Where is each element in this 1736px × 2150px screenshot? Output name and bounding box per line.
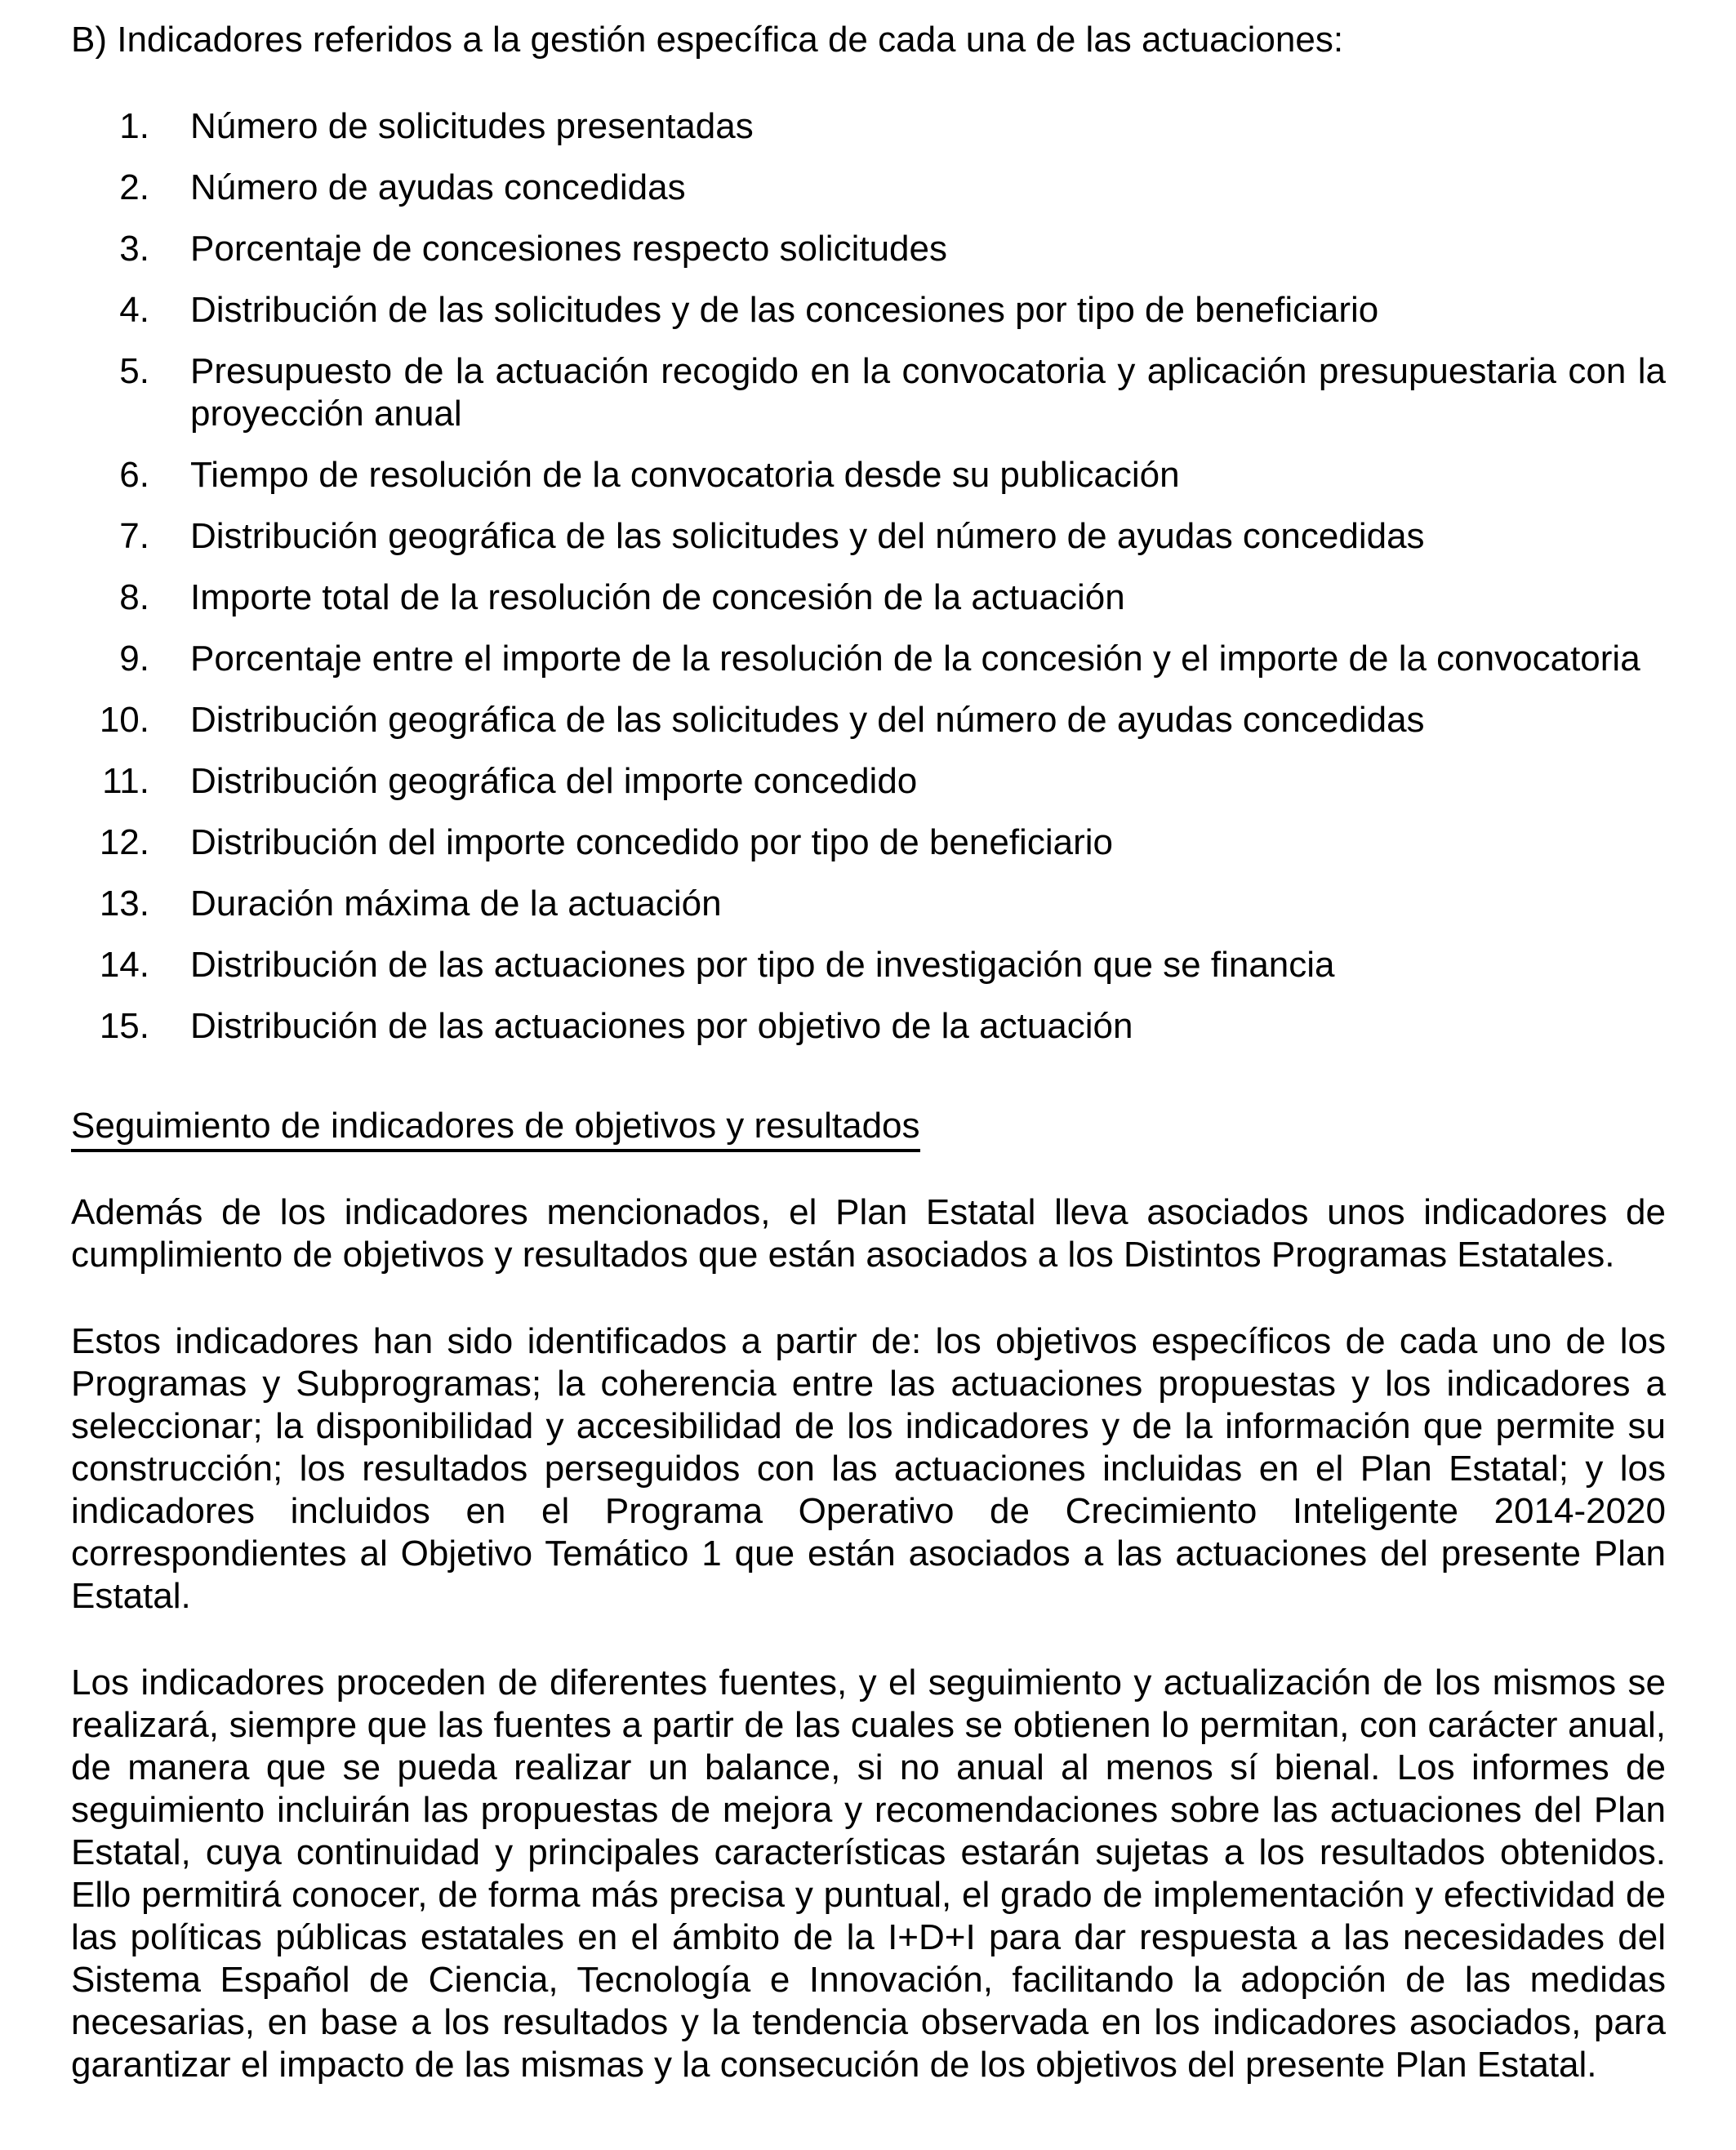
list-item-text: Distribución de las actuaciones por tipo de investigación que se financia <box>190 945 1335 985</box>
list-item-number: 11. <box>102 761 149 801</box>
subsection-heading-text: Seguimiento de indicadores de objetivos y resultados <box>71 1106 920 1152</box>
list-item-text: Tiempo de resolución de la convocatoria desde su publicación <box>190 455 1180 495</box>
list-item-text: Porcentaje entre el importe de la resolución de la concesión y el importe de la convocatoria <box>190 639 1640 679</box>
list-item-text: Distribución geográfica de las solicitudes y del número de ayudas concedidas <box>190 516 1425 556</box>
list-item-number: 2. <box>119 167 149 207</box>
paragraph-1: Además de los indicadores mencionados, el Plan Estatal lleva asociados unos indicadores de cumplimiento de objetivos y resultados que están asociados a los Distintos Programas Estatales. <box>71 1192 1666 1275</box>
list-item <box>71 576 1666 619</box>
paragraph-2: Estos indicadores han sido identificados a partir de: los objetivos específicos de cada uno de los Programas y Subprogramas; la coherencia entre las actuaciones propuestas y los indicadores a seleccionar; la disponibilidad y accesibilidad de los indicadores y de la información que permite su construcción; los resultados perseguidos con las actuaciones incluidas en el Plan Estatal; y los indicadores incluidos en el Programa Operativo de Crecimiento Inteligente 2014-2020 correspondientes al Objetivo Temático 1 que están asociados a las actuaciones del presente Plan Estatal. <box>71 1321 1666 1616</box>
list-item-number: 6. <box>119 455 149 495</box>
list-item <box>71 883 1666 925</box>
list-item-number: 14. <box>99 945 149 985</box>
list-item <box>71 515 1666 558</box>
paragraph-3: Los indicadores proceden de diferentes fuentes, y el seguimiento y actualización de los mismos se realizará, siempre que las fuentes a partir de las cuales se obtienen lo permitan, con carácter anual, de manera que se pueda realizar un balance, si no anual al menos sí bienal. Los informes de seguimiento incluirán las propuestas de mejora y recomendaciones sobre las actuaciones del Plan Estatal, cuya continuidad y principales características estarán sujetas a los resultados obtenidos. Ello permitirá conocer, de forma más precisa y puntual, el grado de implementación y efectividad de las políticas públicas estatales en el ámbito de la I+D+I para dar respuesta a las necesidades del Sistema Español de Ciencia, Tecnología e Innovación, facilitando la adopción de las medidas necesarias, en base a los resultados y la tendencia observada en los indicadores asociados, para garantizar el impacto de las mismas y la consecución de los objetivos del presente Plan Estatal. <box>71 1663 1666 2085</box>
list-item <box>71 1005 1666 1048</box>
list-item <box>71 350 1666 435</box>
list-item-text: Importe total de la resolución de concesión de la actuación <box>190 577 1125 617</box>
list-item <box>71 289 1666 332</box>
list-item-text: Distribución de las solicitudes y de las concesiones por tipo de beneficiario <box>190 290 1379 330</box>
indicator-list <box>71 105 1666 1048</box>
list-item-text: Distribución de las actuaciones por objetivo de la actuación <box>190 1006 1133 1046</box>
list-item-text: Distribución geográfica de las solicitudes y del número de ayudas concedidas <box>190 700 1425 740</box>
list-item <box>71 821 1666 864</box>
list-item-number: 1. <box>119 106 149 146</box>
list-item-number: 8. <box>119 577 149 617</box>
list-item-number: 7. <box>119 516 149 556</box>
list-item-number: 9. <box>119 639 149 679</box>
list-item-text: Presupuesto de la actuación recogido en la convocatoria y aplicación presupuestaria con la proyección anual <box>190 351 1666 434</box>
list-item-number: 15. <box>99 1006 149 1046</box>
list-item <box>71 699 1666 741</box>
list-item-number: 3. <box>119 229 149 269</box>
list-item-number: 13. <box>99 884 149 924</box>
list-item <box>71 228 1666 270</box>
list-item-text: Duración máxima de la actuación <box>190 884 722 924</box>
list-item-text: Distribución del importe concedido por tipo de beneficiario <box>190 822 1113 862</box>
subsection-heading <box>71 1105 1666 1147</box>
list-item-number: 12. <box>99 822 149 862</box>
list-item-text: Número de ayudas concedidas <box>190 167 686 207</box>
section-heading: B) Indicadores referidos a la gestión específica de cada una de las actuaciones: <box>71 20 1344 60</box>
list-item <box>71 944 1666 986</box>
list-item-number: 10. <box>99 700 149 740</box>
list-item-text: Número de solicitudes presentadas <box>190 106 754 146</box>
list-item-text: Distribución geográfica del importe concedido <box>190 761 918 801</box>
list-item <box>71 454 1666 496</box>
list-item-number: 5. <box>119 351 149 391</box>
list-item-text: Porcentaje de concesiones respecto solicitudes <box>190 229 947 269</box>
list-item <box>71 760 1666 803</box>
list-item-number: 4. <box>119 290 149 330</box>
list-item <box>71 167 1666 209</box>
list-item <box>71 638 1666 680</box>
list-item <box>71 105 1666 148</box>
